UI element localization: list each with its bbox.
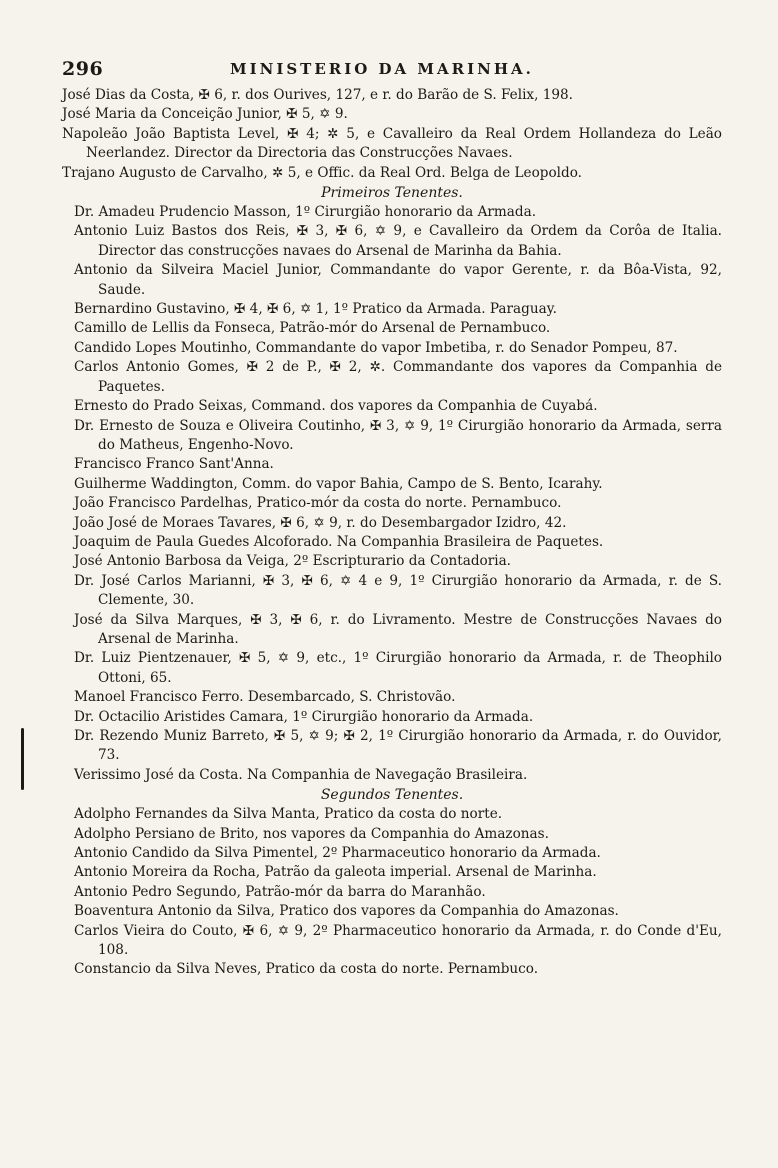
- entry: João Francisco Pardelhas, Pratico-mór da costa do norte. Pernambuco.: [74, 495, 562, 512]
- entry: Carlos Antonio Gomes, ✠ 2 de P., ✠ 2, ✲. Commandante dos vapores da Companhia de Paquetes.: [74, 359, 722, 395]
- entry: Candido Lopes Moutinho, Commandante do vapor Imbetiba, r. do Senador Pompeu, 87.: [74, 339, 678, 356]
- entry: José Dias da Costa, ✠ 6, r. dos Ourives, 127, e r. do Barão de S. Felix, 198.: [62, 87, 573, 103]
- entry: Dr. Octacilio Aristides Camara, 1º Cirurgião honorario da Armada.: [74, 708, 534, 725]
- entry: Ernesto do Prado Seixas, Command. dos vapores da Companhia de Cuyabá.: [74, 398, 598, 415]
- entry: Dr. Amadeu Prudencio Masson, 1º Cirurgião honorario da Armada.: [74, 204, 537, 221]
- entry: Antonio Moreira da Rocha, Patrão da galeota imperial. Arsenal de Marinha.: [74, 864, 597, 881]
- entry: Verissimo José da Costa. Na Companhia de Navegação Brasileira.: [74, 766, 528, 783]
- entry: Dr. Ernesto de Souza e Oliveira Coutinho, ✠ 3, ✡ 9, 1º Cirurgião honorario da Armada, serra do Matheus, Engenho-Novo.: [74, 417, 722, 453]
- section-title: Primeiros Tenentes.: [321, 185, 463, 202]
- entry: Constancio da Silva Neves, Pratico da costa do norte. Pernambuco.: [74, 961, 539, 978]
- running-title: MINISTERIO DA MARINHA.: [230, 60, 534, 78]
- entry: José Antonio Barbosa da Veiga, 2º Escripturario da Contadoria.: [74, 553, 512, 570]
- entry: Antonio Luiz Bastos dos Reis, ✠ 3, ✠ 6, ✡ 9, e Cavalleiro da Ordem da Corôa de Italia. Director das construcções navaes do Arsenal de Marinha da Bahia.: [74, 223, 722, 259]
- entry: Manoel Francisco Ferro. Desembarcado, S. Christovão.: [74, 689, 456, 706]
- page-body: [62, 86, 722, 980]
- page-number: 296: [62, 58, 104, 80]
- entry: Bernardino Gustavino, ✠ 4, ✠ 6, ✡ 1, 1º Pratico da Armada. Paraguay.: [74, 301, 557, 318]
- page-header: [62, 58, 722, 82]
- entry: Dr. Rezendo Muniz Barreto, ✠ 5, ✡ 9; ✠ 2, 1º Cirurgião honorario da Armada, r. do Ouvidor, 73.: [74, 728, 722, 764]
- entry: José da Silva Marques, ✠ 3, ✠ 6, r. do Livramento. Mestre de Construcções Navaes do Arsenal de Marinha.: [74, 611, 722, 647]
- entry: Adolpho Fernandes da Silva Manta, Pratico da costa do norte.: [74, 806, 503, 823]
- entry: Joaquim de Paula Guedes Alcoforado. Na Companhia Brasileira de Paquetes.: [74, 533, 604, 550]
- entry: Dr. Luiz Pientzenauer, ✠ 5, ✡ 9, etc., 1º Cirurgião honorario da Armada, r. de Theophilo Ottoni, 65.: [74, 650, 722, 686]
- margin-mark: [21, 728, 24, 790]
- entry: Francisco Franco Sant'Anna.: [74, 456, 274, 473]
- entry: Napoleão João Baptista Level, ✠ 4; ✲ 5, e Cavalleiro da Real Ordem Hollandeza do Leão Neerlandez. Director da Directoria das Construcções Navaes.: [62, 125, 722, 162]
- entry: Carlos Vieira do Couto, ✠ 6, ✡ 9, 2º Pharmaceutico honorario da Armada, r. do Conde d'Eu, 108.: [74, 922, 722, 959]
- section-title: Segundos Tenentes.: [320, 787, 464, 804]
- entry: Dr. José Carlos Marianni, ✠ 3, ✠ 6, ✡ 4 e 9, 1º Cirurgião honorario da Armada, r. de S. Clemente, 30.: [74, 572, 722, 609]
- entry: Trajano Augusto de Carvalho, ✲ 5, e Offic. da Real Ord. Belga de Leopoldo.: [62, 164, 582, 181]
- entry: Antonio Candido da Silva Pimentel, 2º Pharmaceutico honorario da Armada.: [74, 845, 601, 862]
- entry: José Maria da Conceição Junior, ✠ 5, ✡ 9.: [62, 106, 348, 123]
- entry: Guilherme Waddington, Comm. do vapor Bahia, Campo de S. Bento, Icarahy.: [74, 475, 603, 492]
- entry: Adolpho Persiano de Brito, nos vapores da Companhia do Amazonas.: [74, 825, 549, 842]
- entry: Antonio da Silveira Maciel Junior, Commandante do vapor Gerente, r. da Bôa-Vista, 92, Saude.: [74, 262, 722, 298]
- entry: Antonio Pedro Segundo, Patrão-mór da barra do Maranhão.: [74, 883, 486, 900]
- entry: Camillo de Lellis da Fonseca, Patrão-mór do Arsenal de Pernambuco.: [74, 320, 551, 337]
- entry: Boaventura Antonio da Silva, Pratico dos vapores da Companhia do Amazonas.: [74, 903, 619, 920]
- entry: João José de Moraes Tavares, ✠ 6, ✡ 9, r. do Desembargador Izidro, 42.: [74, 514, 567, 531]
